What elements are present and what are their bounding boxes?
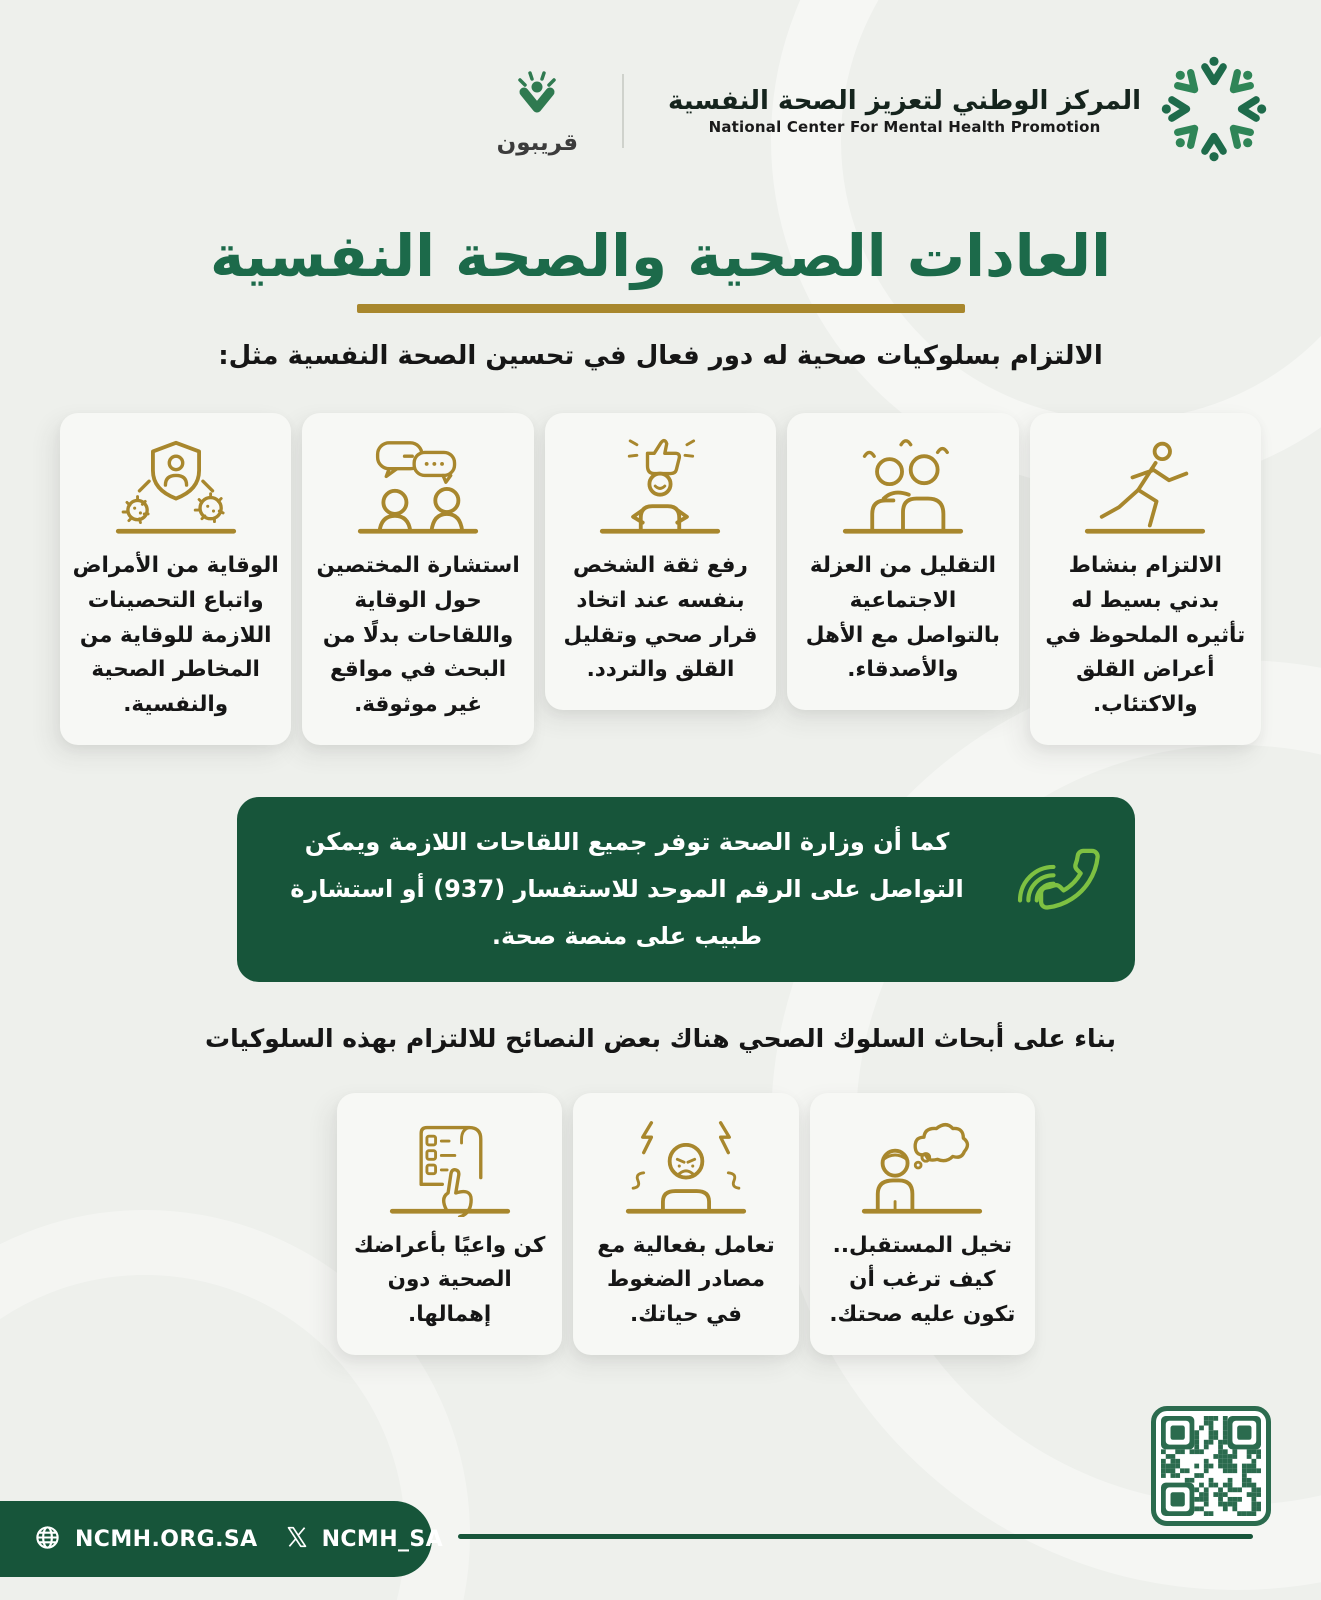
habit-card-text: التقليل من العزلة الاجتماعية بالتواصل مع الأهل والأصدقاء. xyxy=(805,553,1001,683)
habit-card-text: استشارة المختصين حول الوقاية واللقاحات بدلًا من البحث في مواقع غير موثوقة. xyxy=(316,553,520,718)
tip-card-text: كن واعيًا بأعراضك الصحية دون إهمالها. xyxy=(353,1232,546,1328)
qariboon-label: قريبون xyxy=(496,130,579,156)
specialist-consultation-chat-icon xyxy=(314,437,521,537)
ministry-banner xyxy=(237,797,1135,981)
qariboon-icon xyxy=(506,66,568,128)
habit-card-disease-prevention xyxy=(60,413,291,745)
habit-card-self-confidence xyxy=(545,413,776,710)
ministry-banner-text: كما أن وزارة الصحة توفر جميع اللقاحات اللازمة ويمكن التواصل على الرقم الموحد للاستفسار (937) أو استشارة طبيب على منصة صحة. xyxy=(290,828,964,950)
habit-card-social-connection xyxy=(787,413,1018,710)
footer-bar xyxy=(0,1501,444,1577)
tip-card-symptom-awareness xyxy=(337,1093,562,1355)
tip-card-imagine-future xyxy=(810,1093,1035,1355)
page-title: العادات الصحية والصحة النفسية xyxy=(210,222,1111,290)
habit-card-text: الوقاية من الأمراض واتباع التحصينات اللازمة للوقاية من المخاطر الصحية والنفسية. xyxy=(72,553,279,718)
header xyxy=(0,0,1321,168)
ncmh-logo-icon xyxy=(1159,54,1269,168)
habit-card-text: رفع ثقة الشخص بنفسه عند اتخاد قرار صحي وتقليل القلق والتردد. xyxy=(563,553,758,683)
disease-prevention-shield-icon xyxy=(72,437,279,537)
tip-card-stress-management xyxy=(573,1093,798,1355)
friends-together-icon xyxy=(799,437,1006,537)
self-confidence-thumbs-up-icon xyxy=(557,437,764,537)
tips-intro: بناء على أبحاث السلوك الصحي هناك بعض النصائح للالتزام بهذه السلوكيات xyxy=(205,1023,1116,1053)
phone-call-icon xyxy=(1015,845,1107,933)
title-underline xyxy=(357,304,965,313)
habit-cards-row xyxy=(60,413,1261,745)
org-name-english: National Center For Mental Health Promotion xyxy=(708,117,1101,136)
org-name-arabic: المركز الوطني لتعزيز الصحة النفسية xyxy=(668,86,1141,117)
footer-divider-line xyxy=(458,1534,1253,1539)
tip-card-text: تعامل بفعالية مع مصادر الضغوط في حياتك. xyxy=(597,1232,775,1328)
stress-management-icon xyxy=(585,1117,786,1217)
symptoms-checklist-icon xyxy=(349,1117,550,1217)
tip-card-text: تخيل المستقبل.. كيف ترغب أن تكون عليه صحتك. xyxy=(829,1232,1016,1328)
footer-social-link[interactable]: NCMH_SA xyxy=(321,1526,444,1552)
footer-website-link[interactable]: NCMH.ORG.SA xyxy=(75,1526,258,1552)
tip-cards-row xyxy=(337,1093,1035,1355)
running-person-icon xyxy=(1042,437,1249,537)
imagine-future-thought-icon xyxy=(822,1117,1023,1217)
globe-icon xyxy=(34,1524,61,1555)
subtitle: الالتزام بسلوكيات صحية له دور فعال في تحسين الصحة النفسية مثل: xyxy=(218,341,1103,371)
qr-code xyxy=(1151,1406,1271,1526)
org-name xyxy=(668,85,1141,136)
habit-card-text: الالتزام بنشاط بدني بسيط له تأثيره الملحوظ في أعراض القلق والاكتئاب. xyxy=(1045,553,1246,718)
habit-card-physical-activity xyxy=(1030,413,1261,745)
habit-card-consult-specialists xyxy=(302,413,533,745)
qariboon-logo xyxy=(497,66,578,156)
x-twitter-icon xyxy=(286,1526,308,1552)
header-divider xyxy=(622,74,624,148)
